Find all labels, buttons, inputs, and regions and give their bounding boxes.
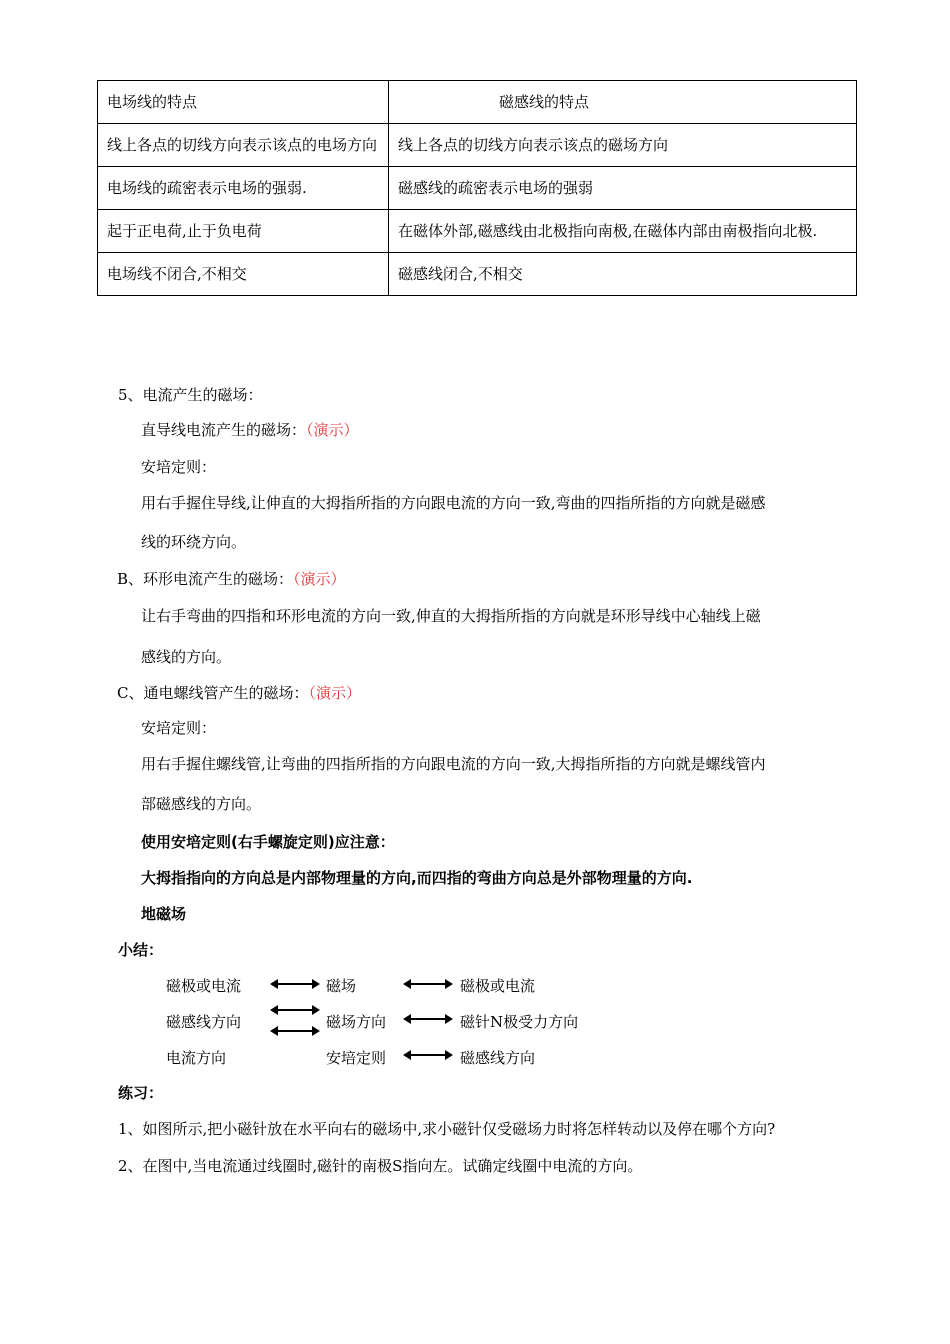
summary-r3-c3: 磁感线方向 — [460, 1049, 536, 1067]
table-cell: 电场线不闭合,不相交 — [98, 253, 389, 296]
table-row — [98, 253, 857, 296]
summary-r1-c2: 磁场 — [326, 977, 357, 995]
double-arrow-icon — [270, 974, 320, 994]
double-arrow-icon — [403, 1009, 453, 1029]
table-cell: 在磁体外部,磁感线由北极指向南极,在磁体内部由南极指向北极. — [389, 210, 857, 253]
summary-r3-c1: 电流方向 — [166, 1049, 227, 1067]
note-title: 使用安培定则(右手螺旋定则)应注意： — [141, 833, 395, 851]
demo-tag: （演示） — [308, 684, 361, 702]
table-header-cell: 磁感线的特点 — [389, 81, 857, 124]
summary-r2-c2: 磁场方向 — [326, 1013, 387, 1031]
solenoid-heading — [117, 682, 361, 703]
exercise-title: 练习： — [118, 1084, 164, 1102]
exercise-question-1: 1、如图所示,把小磁针放在水平向右的磁场中,求小磁针仅受磁场力时将怎样转动以及停在哪个方向? — [118, 1120, 776, 1138]
comparison-table — [97, 80, 857, 296]
earth-magnetic-field: 地磁场 — [141, 905, 187, 923]
table-row — [98, 124, 857, 167]
paragraph-line: 线的环绕方向。 — [141, 533, 247, 551]
table-row — [98, 167, 857, 210]
paragraph-line: 用右手握住导线,让伸直的大拇指所指的方向跟电流的方向一致,弯曲的四指所指的方向就是磁感 — [141, 494, 766, 512]
table-cell: 电场线的疏密表示电场的强弱. — [98, 167, 389, 210]
ring-current-label: B、环形电流产生的磁场： — [117, 570, 294, 588]
summary-r3-c2: 安培定则 — [326, 1049, 387, 1067]
double-arrow-icon — [403, 1045, 453, 1065]
ampere-rule-label: 安培定则： — [141, 719, 217, 737]
demo-tag: （演示） — [306, 421, 359, 439]
table-cell: 线上各点的切线方向表示该点的磁场方向 — [389, 124, 857, 167]
paragraph-line: 感线的方向。 — [141, 648, 232, 666]
straight-wire-label: 直导线电流产生的磁场： — [141, 421, 307, 439]
paragraph-line: 让右手弯曲的四指和环形电流的方向一致,伸直的大拇指所指的方向就是环形导线中心轴线上磁 — [141, 607, 761, 625]
summary-title: 小结： — [118, 941, 164, 959]
solenoid-label: C、通电螺线管产生的磁场： — [117, 684, 309, 702]
summary-r1-c3: 磁极或电流 — [460, 977, 536, 995]
table-row — [98, 210, 857, 253]
summary-r1-c1: 磁极或电流 — [166, 977, 242, 995]
straight-wire-heading — [141, 419, 359, 440]
table-cell: 起于正电荷,止于负电荷 — [98, 210, 389, 253]
section-5-title: 5、电流产生的磁场： — [118, 386, 263, 404]
table-header-cell: 电场线的特点 — [98, 81, 389, 124]
demo-tag: （演示） — [293, 570, 346, 588]
table-header-row — [98, 81, 857, 124]
ring-current-heading — [117, 568, 346, 589]
paragraph-line: 部磁感线的方向。 — [141, 795, 262, 813]
table-cell: 线上各点的切线方向表示该点的电场方向 — [98, 124, 389, 167]
ampere-rule-label: 安培定则： — [141, 458, 217, 476]
double-arrow-icon — [403, 974, 453, 994]
summary-r2-c1: 磁感线方向 — [166, 1013, 242, 1031]
note-body: 大拇指指向的方向总是内部物理量的方向,而四指的弯曲方向总是外部物理量的方向. — [141, 869, 693, 887]
double-arrow-icon — [270, 1000, 320, 1020]
paragraph-line: 用右手握住螺线管,让弯曲的四指所指的方向跟电流的方向一致,大拇指所指的方向就是螺线管内 — [141, 755, 766, 773]
table-cell: 磁感线的疏密表示电场的强弱 — [389, 167, 857, 210]
exercise-question-2: 2、在图中,当电流通过线圈时,磁针的南极S指向左。试确定线圈中电流的方向。 — [118, 1157, 643, 1175]
summary-r2-c3: 磁针N极受力方向 — [460, 1013, 579, 1031]
double-arrow-icon — [270, 1021, 320, 1041]
table-cell: 磁感线闭合,不相交 — [389, 253, 857, 296]
